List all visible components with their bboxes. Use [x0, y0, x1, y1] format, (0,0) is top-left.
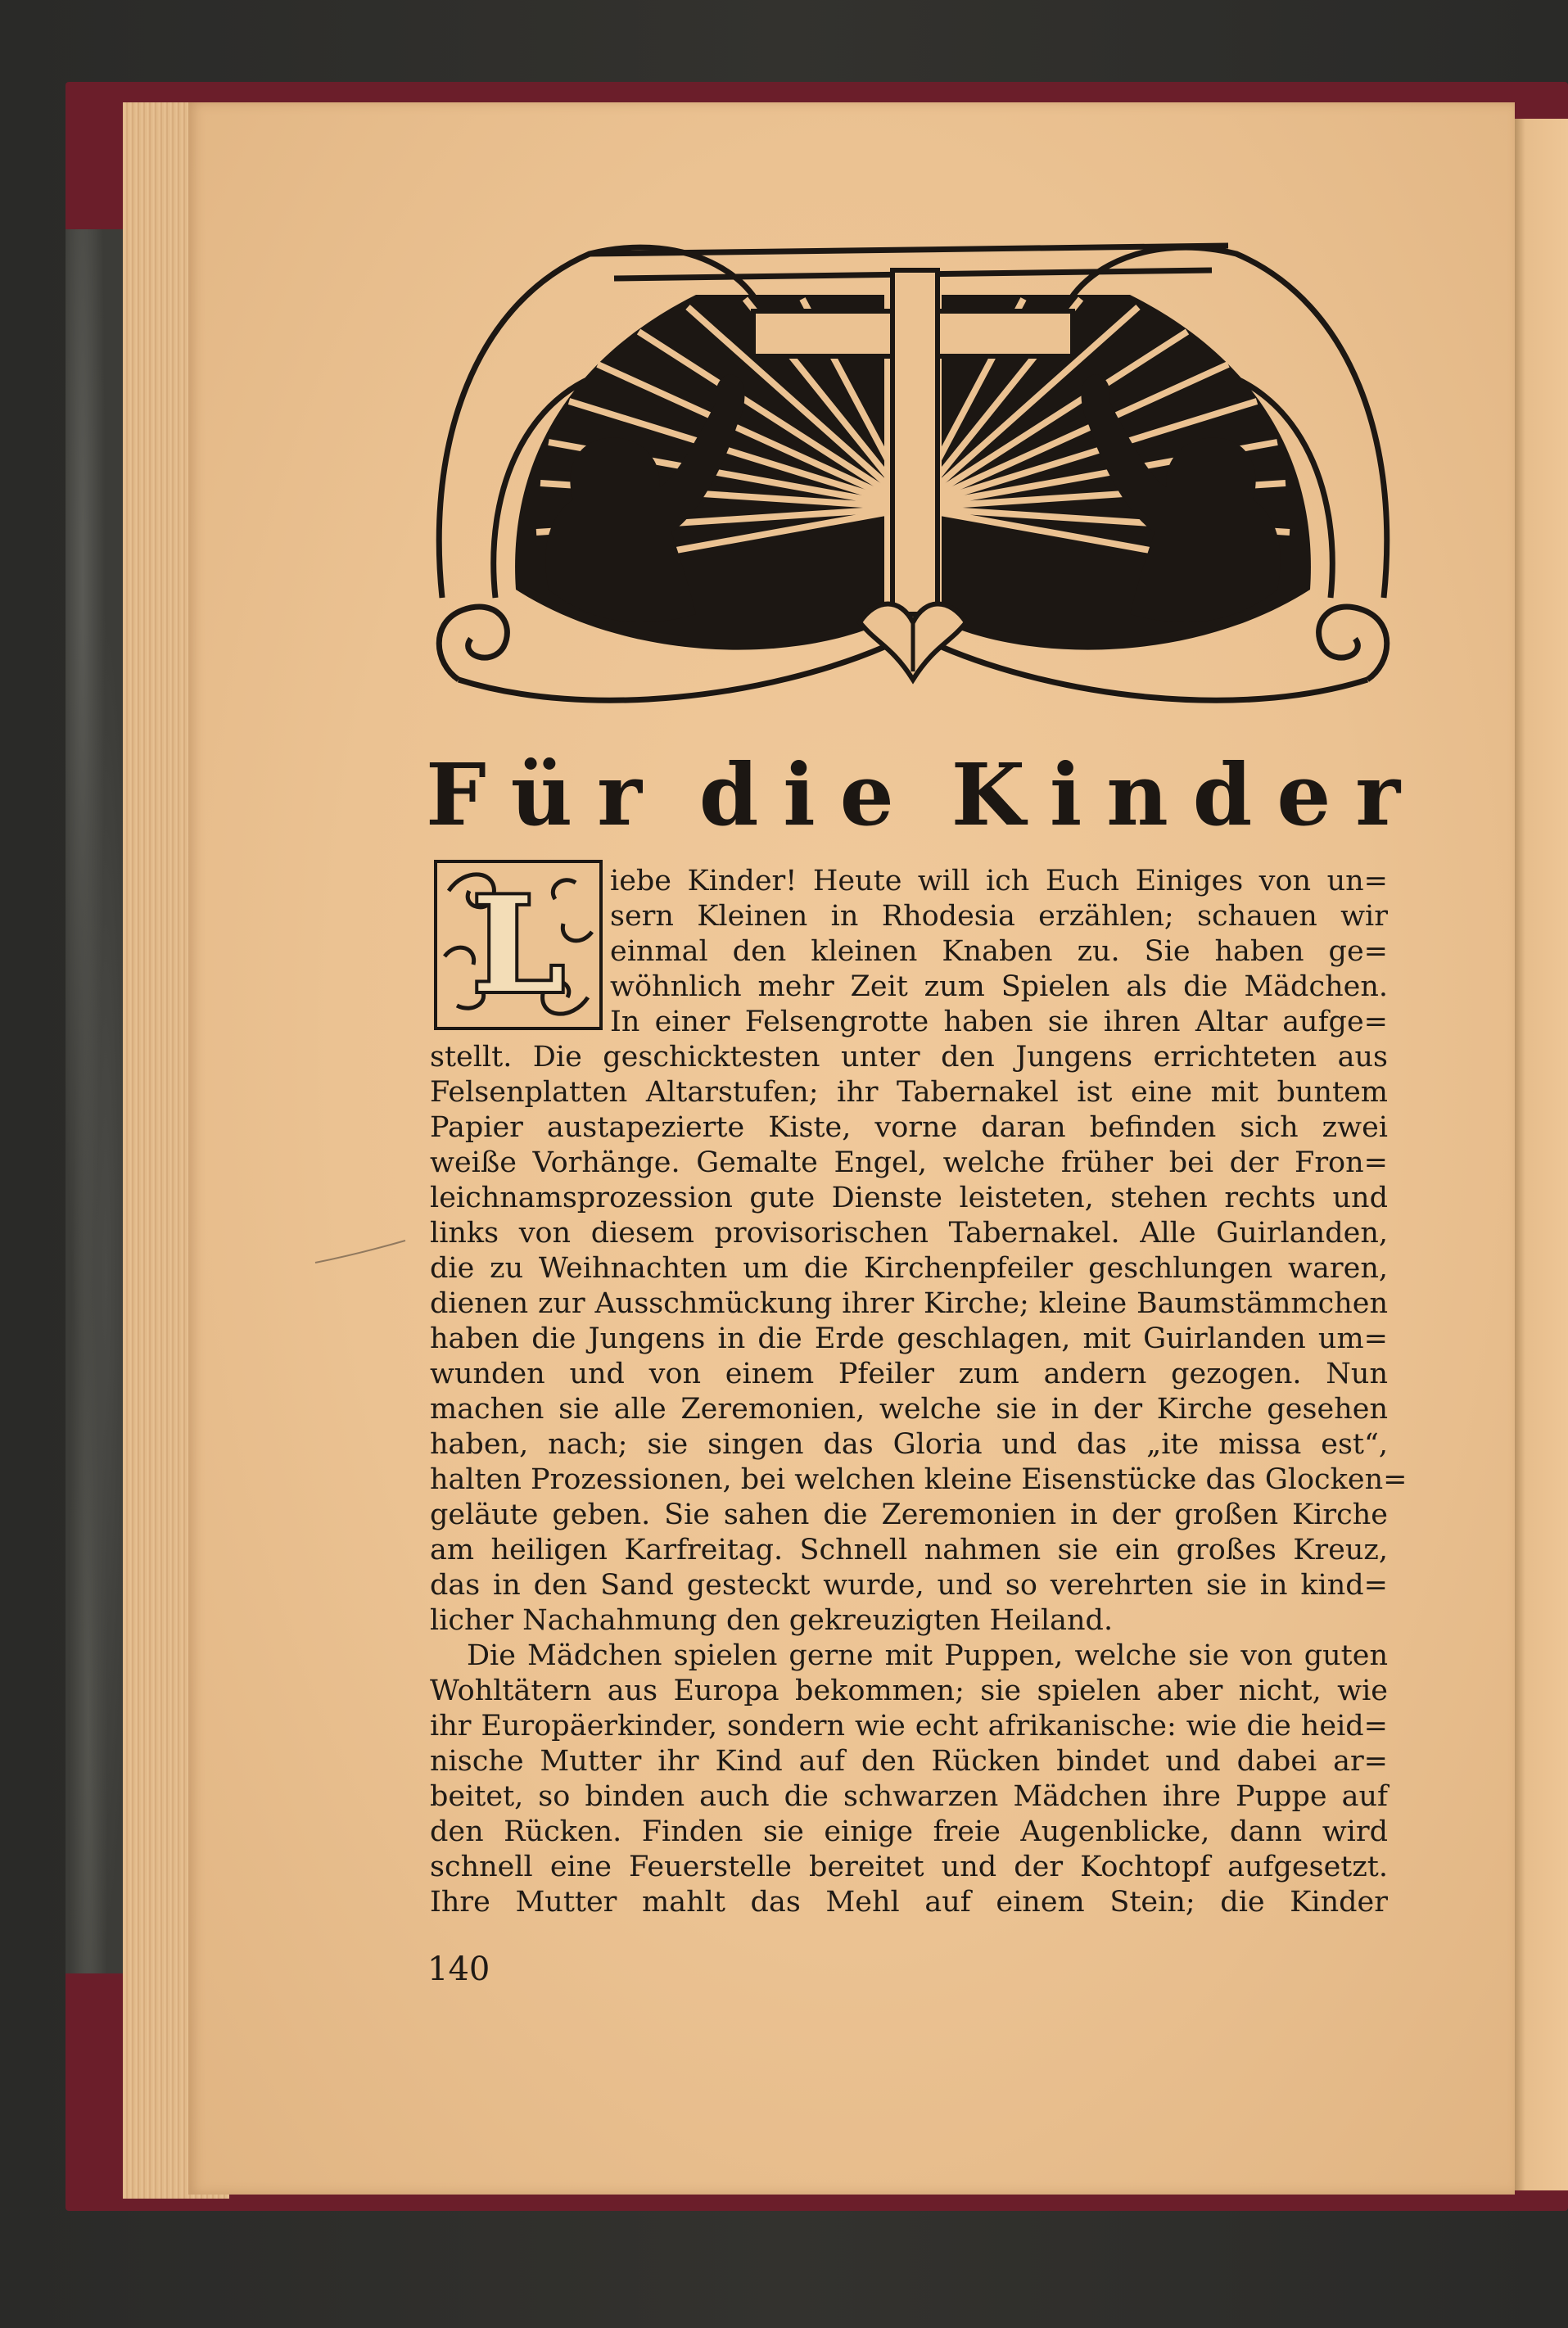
title-letter: K: [951, 744, 1026, 845]
text-line: haben, nach; sie singen das Gloria und das „ite missa est“,: [430, 1428, 1388, 1461]
text-line: die zu Weihnachten um die Kirchenpfeiler geschlungen waren,: [430, 1252, 1388, 1285]
text-line: In einer Felsengrotte haben sie ihren Altar aufge=: [610, 1006, 1388, 1038]
title-letter: i: [1049, 744, 1082, 845]
title-letter: ü: [510, 744, 573, 845]
text-line: beitet, so binden auch die schwarzen Mädchen ihre Puppe auf: [430, 1780, 1388, 1813]
text-line: ihr Europäerkinder, sondern wie echt afrikanische: wie die heid=: [430, 1710, 1388, 1743]
text-line: am heiligen Karfreitag. Schnell nahmen sie ein großes Kreuz,: [430, 1534, 1388, 1566]
text-line: leichnamsprozession gute Dienste leisteten, stehen rechts und: [430, 1182, 1388, 1214]
text-line: Wohltätern aus Europa bekommen; sie spielen aber nicht, wie: [430, 1675, 1388, 1707]
text-line: das in den Sand gesteckt wurde, und so verehrten sie in kind=: [430, 1569, 1388, 1602]
title-letter: d: [1192, 744, 1253, 845]
text-line: links von diesem provisorischen Tabernakel. Alle Guirlanden,: [430, 1217, 1388, 1250]
title-letter: r: [597, 744, 642, 845]
text-line: Ihre Mutter mahlt das Mehl auf einem Stein; die Kinder: [430, 1886, 1388, 1919]
text-line: machen sie alle Zeremonien, welche sie in der Kirche gesehen: [430, 1393, 1388, 1426]
text-line: licher Nachahmung den gekreuzigten Heiland.: [430, 1604, 1114, 1637]
text-line: einmal den kleinen Knaben zu. Sie haben ge=: [610, 935, 1388, 968]
title-letter: e: [1277, 744, 1331, 845]
text-line: nische Mutter ihr Kind auf den Rücken bindet und dabei ar=: [430, 1745, 1388, 1778]
title-letter: F: [426, 744, 486, 845]
text-line: Felsenplatten Altarstufen; ihr Tabernakel ist eine mit buntem: [430, 1076, 1388, 1109]
title-letter: i: [783, 744, 816, 845]
text-line: Die Mädchen spielen gerne mit Puppen, welche sie von guten: [467, 1639, 1388, 1672]
title-letter: d: [698, 744, 759, 845]
page-number: 140: [427, 1951, 490, 1988]
text-line: schnell eine Feuerstelle bereitet und der Kochtopf aufgesetzt.: [430, 1851, 1388, 1883]
text-line: stellt. Die geschicktesten unter den Jungens errichteten aus: [430, 1041, 1388, 1074]
title-letter: r: [1355, 744, 1400, 845]
page-title: [426, 744, 1400, 845]
text-line: den Rücken. Finden sie einige freie Augenblicke, dann wird: [430, 1815, 1388, 1848]
cross-illustration: [426, 237, 1400, 712]
text-line: wunden und von einem Pfeiler zum andern gezogen. Nun: [430, 1358, 1388, 1390]
marbled-cover-edge: [66, 229, 123, 1973]
title-letter: n: [1106, 744, 1168, 845]
drop-cap-letter: L: [472, 868, 565, 1022]
text-line: wöhnlich mehr Zeit zum Spielen als die Mädchen.: [610, 970, 1388, 1003]
text-line: geläute geben. Sie sahen die Zeremonien in der großen Kirche: [430, 1499, 1388, 1531]
drop-cap: [432, 858, 604, 1032]
text-line: weiße Vorhänge. Gemalte Engel, welche früher bei der Fron=: [430, 1146, 1388, 1179]
text-line: Papier austapezierte Kiste, vorne daran befinden sich zwei: [430, 1111, 1388, 1144]
text-line: dienen zur Ausschmückung ihrer Kirche; kleine Baumstämmchen: [430, 1287, 1388, 1320]
text-line: iebe Kinder! Heute will ich Euch Einiges von un=: [610, 865, 1388, 897]
text-line: sern Kleinen in Rhodesia erzählen; schauen wir: [610, 900, 1388, 933]
pencil-mark-icon: [311, 1236, 409, 1269]
title-letter: e: [839, 744, 894, 845]
facing-page-edge: [1515, 119, 1568, 2190]
text-line: haben die Jungens in die Erde geschlagen, mit Guirlanden um=: [430, 1322, 1388, 1355]
text-line: halten Prozessionen, bei welchen kleine Eisenstücke das Glocken=: [430, 1463, 1408, 1496]
